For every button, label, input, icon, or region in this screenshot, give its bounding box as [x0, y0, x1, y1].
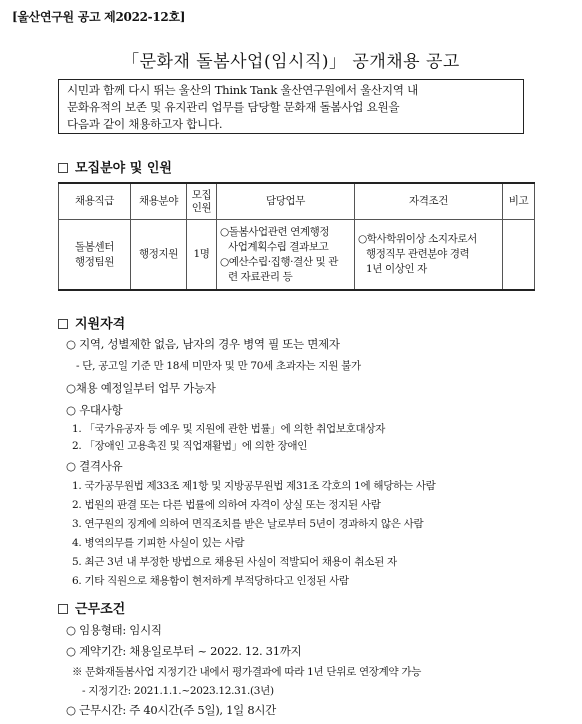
- intro-line: 시민과 함께 다시 뛰는 울산의 Think Tank 울산연구원에서 울산지역 내: [67, 83, 418, 97]
- header-count: [187, 183, 217, 220]
- cell-rank-line: 돌봄센터: [75, 240, 114, 253]
- square-bullet-icon: [58, 604, 68, 614]
- cell-qualification-line: ○학사학위이상 소지자로서: [358, 233, 477, 245]
- cell-rank: [59, 220, 131, 291]
- cell-duty-line: 사업계획수립 결과보고: [228, 240, 329, 253]
- cell-duty-line: ○예산수립·집행·결산 및 관: [220, 255, 338, 268]
- intro-box: [58, 79, 524, 134]
- square-bullet-icon: [58, 319, 68, 329]
- eligibility-line: 1. 「국가유공자 등 예우 및 지원에 관한 법률」에 의한 취업보호대상자: [72, 423, 386, 435]
- section-heading-text: 모집분야 및 인원: [75, 161, 172, 176]
- eligibility-line: 2. 법원의 판결 또는 다른 법률에 의하여 자격이 상실 또는 정지된 사람: [72, 499, 381, 511]
- intro-line: 다음과 같이 채용하고자 합니다.: [67, 117, 223, 131]
- header-count-line: 인원: [191, 201, 212, 214]
- conditions-line: ○ 계약기간: 채용일로부터 ~ 2022. 12. 31까지: [66, 644, 302, 658]
- eligibility-line: - 단, 공고일 기준 만 18세 미만자 및 만 70세 초과자는 지원 불가: [76, 360, 361, 372]
- section-heading-recruit: [58, 157, 172, 176]
- cell-duty-line: ○돌봄사업관련 연계행정: [220, 225, 330, 238]
- document-number: [울산연구원 공고 제2022-12호]: [12, 10, 186, 24]
- eligibility-line: ○ 지역, 성별제한 없음, 남자의 경우 병역 필 또는 면제자: [66, 337, 340, 351]
- cell-qualification: [355, 220, 503, 291]
- header-rank: 채용직급: [59, 183, 131, 220]
- header-qualification: 자격조건: [355, 183, 503, 220]
- cell-qualification-line: 행정직무 관련분야 경력: [366, 248, 470, 260]
- table-header-row: [59, 183, 535, 220]
- eligibility-line: 3. 연구원의 징계에 의하여 면직조치를 받은 날로부터 5년이 경과하지 않은 사람: [72, 518, 424, 530]
- eligibility-line: 2. 「장애인 고용촉진 및 직업재활법」에 의한 장애인: [72, 440, 308, 452]
- section-heading-text: 지원자격: [75, 317, 126, 332]
- section-heading-eligibility: [58, 313, 125, 332]
- recruit-table: [58, 182, 535, 291]
- conditions-line: ※ 문화재돌봄사업 지정기간 내에서 평가결과에 따라 1년 단위로 연장계약 가능: [72, 666, 422, 678]
- eligibility-line: ○채용 예정일부터 업무 가능자: [66, 381, 216, 395]
- eligibility-line: 5. 최근 3년 내 부정한 방법으로 채용된 사실이 적발되어 채용이 취소된 자: [72, 556, 397, 568]
- eligibility-line: ○ 결격사유: [66, 459, 123, 473]
- cell-duty: [217, 220, 355, 291]
- cell-field: 행정지원: [131, 220, 187, 291]
- document-title: 「문화재 돌봄사업(임시직)」 공개채용 공고: [122, 52, 460, 72]
- cell-note: [503, 220, 535, 291]
- header-count-line: 모집: [191, 188, 212, 201]
- header-field: 채용분야: [131, 183, 187, 220]
- header-note: 비고: [503, 183, 535, 220]
- cell-duty-line: 련 자료관리 등: [228, 270, 293, 283]
- cell-rank-line: 행정팀원: [75, 255, 114, 268]
- cell-qualification-line: 1년 이상인 자: [366, 263, 427, 275]
- table-row: [59, 220, 535, 291]
- section-heading-conditions: [58, 598, 125, 617]
- eligibility-line: 4. 병역의무를 기피한 사실이 있는 사람: [72, 537, 245, 549]
- cell-count: 1명: [187, 220, 217, 291]
- square-bullet-icon: [58, 163, 68, 173]
- section-heading-text: 근무조건: [75, 602, 126, 617]
- intro-line: 문화유적의 보존 및 유지관리 업무를 담당할 문화재 돌봄사업 요원을: [67, 100, 400, 114]
- conditions-line: ○ 근무시간: 주 40시간(주 5일), 1일 8시간: [66, 703, 276, 717]
- header-duty: 담당업무: [217, 183, 355, 220]
- conditions-line: ○ 임용형태: 임시직: [66, 623, 162, 637]
- eligibility-line: 1. 국가공무원법 제33조 제1항 및 지방공무원법 제31조 각호의 1에 해당하는 사람: [72, 480, 436, 492]
- eligibility-line: ○ 우대사항: [66, 403, 123, 417]
- eligibility-line: 6. 기타 직원으로 채용함이 현저하게 부적당하다고 인정된 사람: [72, 575, 349, 587]
- conditions-line: - 지정기간: 2021.1.1.~2023.12.31.(3년): [82, 685, 274, 697]
